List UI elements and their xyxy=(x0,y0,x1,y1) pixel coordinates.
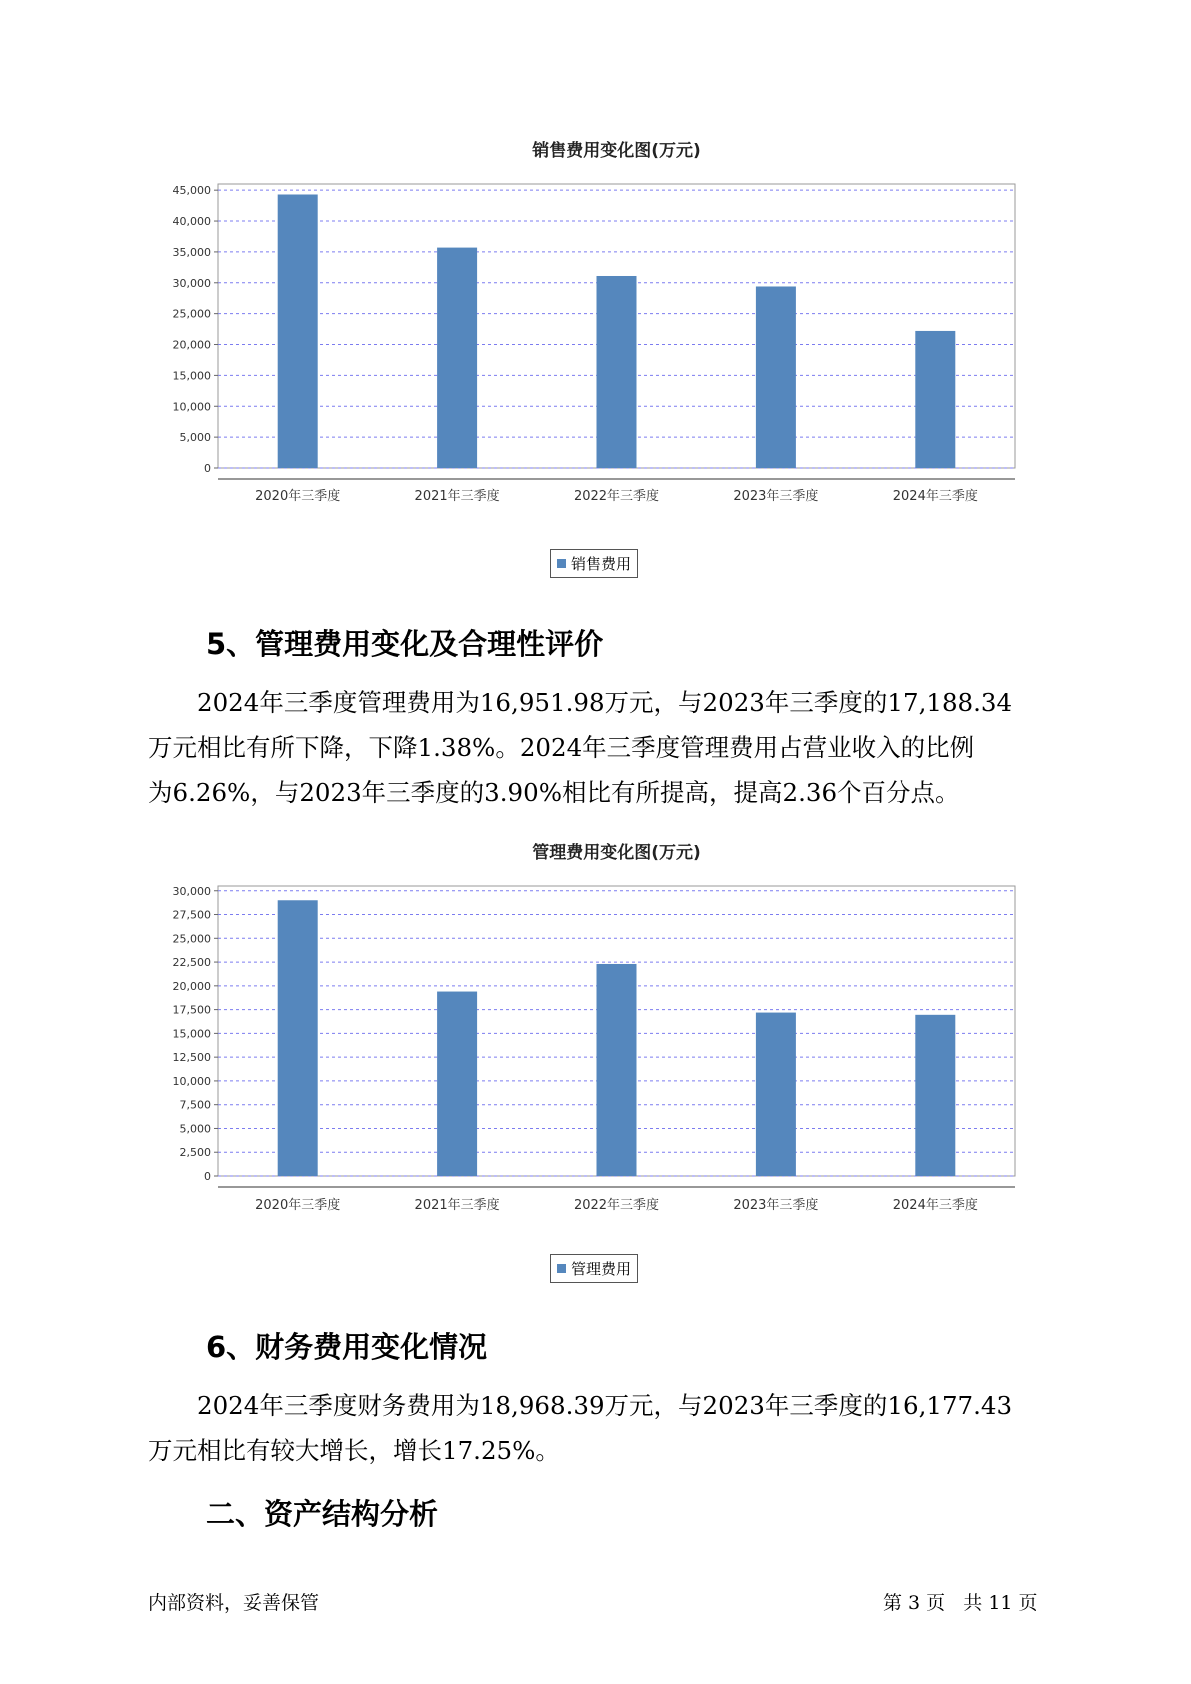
bar xyxy=(915,331,955,468)
sales-expense-chart xyxy=(150,140,1030,573)
y-tick-label: 0 xyxy=(204,1170,211,1183)
bar xyxy=(915,1015,955,1176)
bar xyxy=(756,1013,796,1176)
paragraph-line: 为6.26%，与2023年三季度的3.90%相比有所提高，提高2.36个百分点。 xyxy=(148,778,960,807)
admin-chart-legend xyxy=(550,1254,638,1283)
paragraph-line: 万元相比有所下降，下降1.38%。2024年三季度管理费用占营业收入的比例 xyxy=(148,733,975,762)
legend-label: 销售费用 xyxy=(571,555,632,573)
x-category-label: 2023年三季度 xyxy=(733,489,819,504)
x-category-label: 2020年三季度 xyxy=(255,489,341,504)
x-category-label: 2022年三季度 xyxy=(573,1198,660,1213)
x-category-label: 2023年三季度 xyxy=(733,1198,819,1213)
legend-label: 管理费用 xyxy=(571,1260,632,1278)
x-category-label: 2020年三季度 xyxy=(255,1198,341,1213)
x-category-label: 2024年三季度 xyxy=(892,1198,978,1213)
bar xyxy=(597,276,637,468)
section-6-heading: 6、财务费用变化情况 xyxy=(206,1330,488,1364)
y-tick-label: 0 xyxy=(204,462,211,475)
y-tick-label: 45,000 xyxy=(172,184,211,198)
bar xyxy=(597,964,637,1176)
y-tick-label: 30,000 xyxy=(172,884,211,898)
sales-expense-chart-svg xyxy=(150,140,1030,540)
y-tick-label: 15,000 xyxy=(172,1027,211,1041)
y-tick-label: 25,000 xyxy=(172,932,211,946)
footer-confidential-note: 内部资料，妥善保管 xyxy=(148,1592,320,1614)
legend-swatch xyxy=(557,1264,566,1273)
chart-title: 销售费用变化图(万元) xyxy=(532,141,701,161)
y-tick-label: 30,000 xyxy=(172,276,211,290)
sales-chart-legend xyxy=(550,549,638,578)
bar xyxy=(437,248,477,468)
y-tick-label: 35,000 xyxy=(172,245,211,259)
y-tick-label: 7,500 xyxy=(179,1098,211,1112)
y-tick-label: 2,500 xyxy=(179,1146,211,1160)
x-category-label: 2022年三季度 xyxy=(573,489,660,504)
bar xyxy=(437,992,477,1176)
legend-swatch xyxy=(557,559,566,568)
footer-page-number: 第 3 页 共 11 页 xyxy=(883,1592,1038,1614)
x-category-label: 2021年三季度 xyxy=(414,489,500,504)
y-tick-label: 10,000 xyxy=(172,400,211,414)
admin-expense-chart xyxy=(150,842,1030,1300)
y-tick-label: 27,500 xyxy=(172,908,211,922)
y-tick-label: 12,500 xyxy=(172,1051,211,1065)
section-two-heading: 二、资产结构分析 xyxy=(206,1497,439,1531)
bar xyxy=(278,900,318,1176)
paragraph-line: 2024年三季度管理费用为16,951.98万元，与2023年三季度的17,188.34 xyxy=(197,688,1013,717)
paragraph-line: 万元相比有较大增长，增长17.25%。 xyxy=(148,1436,560,1465)
section-5-heading: 5、管理费用变化及合理性评价 xyxy=(206,627,604,661)
y-tick-label: 22,500 xyxy=(172,956,211,970)
y-tick-label: 5,000 xyxy=(179,1122,211,1136)
paragraph-line: 2024年三季度财务费用为18,968.39万元，与2023年三季度的16,177.43 xyxy=(197,1391,1013,1420)
bar xyxy=(756,286,796,468)
y-tick-label: 17,500 xyxy=(172,1003,211,1017)
y-tick-label: 10,000 xyxy=(172,1074,211,1088)
y-tick-label: 15,000 xyxy=(172,369,211,383)
chart-title: 管理费用变化图(万元) xyxy=(532,843,701,863)
y-tick-label: 5,000 xyxy=(179,431,211,445)
x-category-label: 2021年三季度 xyxy=(414,1198,500,1213)
y-tick-label: 20,000 xyxy=(172,979,211,993)
x-category-label: 2024年三季度 xyxy=(892,489,978,504)
y-tick-label: 40,000 xyxy=(172,215,211,229)
y-tick-label: 25,000 xyxy=(172,307,211,321)
y-tick-label: 20,000 xyxy=(172,338,211,352)
bar xyxy=(278,194,318,468)
admin-expense-chart-svg xyxy=(150,842,1030,1252)
